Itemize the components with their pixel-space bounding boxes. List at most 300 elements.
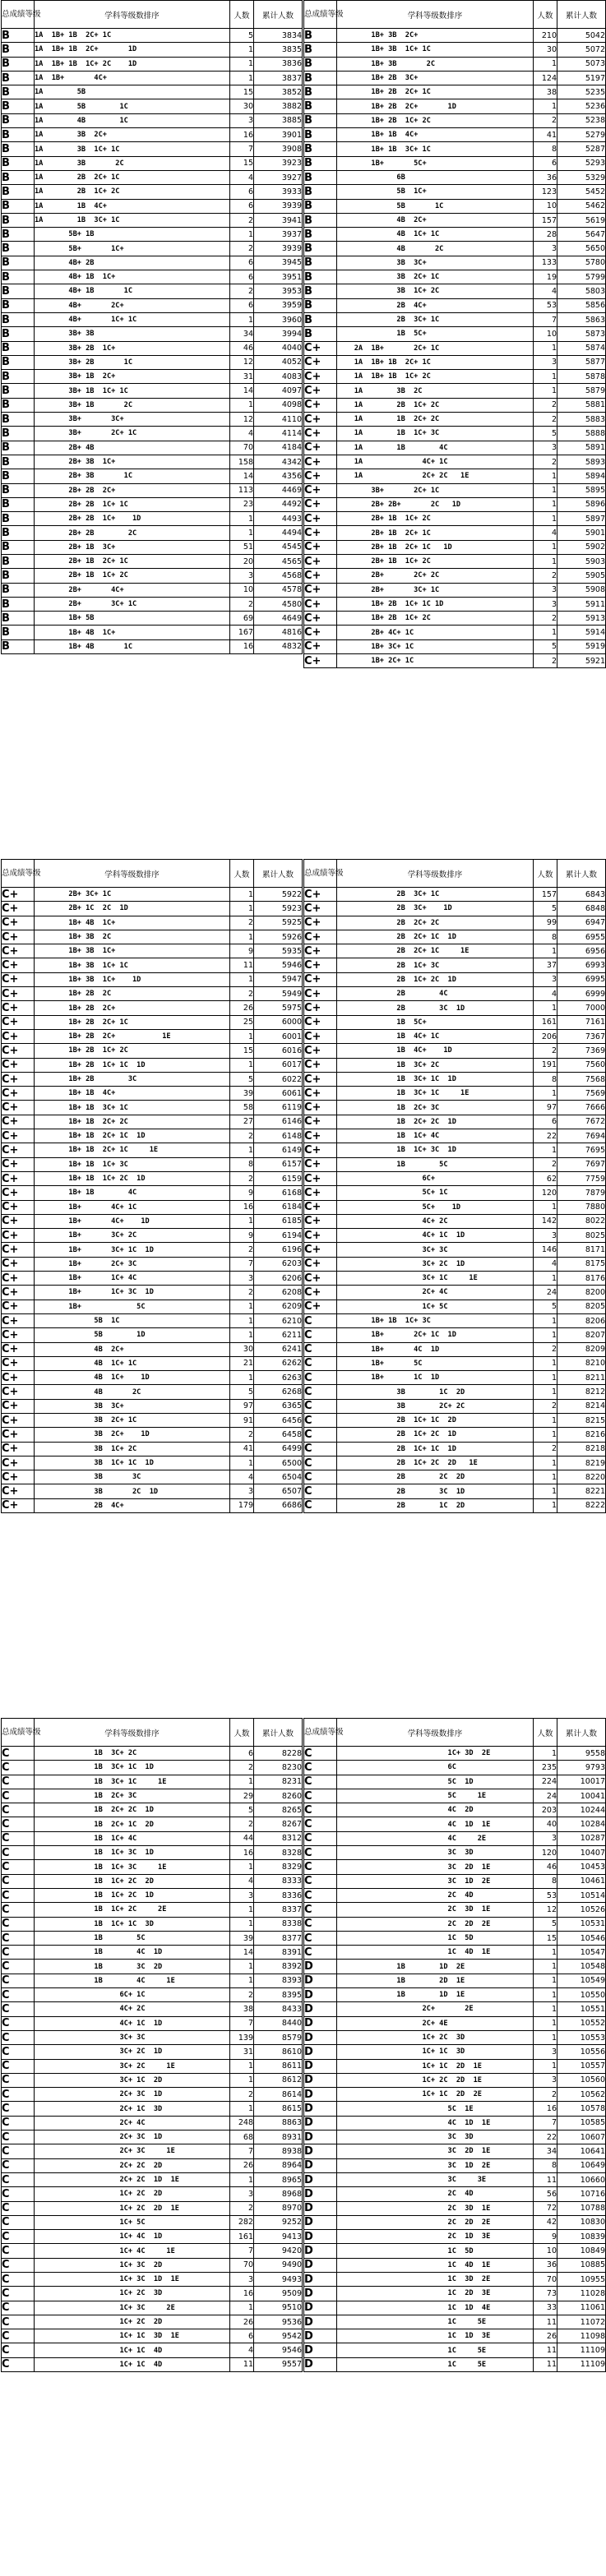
count-cell: 1 bbox=[534, 99, 557, 113]
cumulative-cell: 5908 bbox=[557, 583, 606, 597]
table-row bbox=[304, 2230, 606, 2244]
count-cell: 2 bbox=[534, 1442, 557, 1456]
grade-cell: B bbox=[304, 113, 337, 127]
sequence-cell: 5B 1D bbox=[35, 1328, 230, 1342]
sequence-cell: 1B+ 3B 2C bbox=[337, 57, 534, 71]
cumulative-cell: 5856 bbox=[557, 298, 606, 312]
table-row bbox=[2, 639, 303, 653]
sequence-cell: 6B bbox=[337, 170, 534, 184]
header-grade: 总成绩等级 bbox=[2, 1, 35, 29]
table-row bbox=[304, 1087, 606, 1101]
table-row bbox=[304, 639, 606, 653]
grade-cell: B bbox=[2, 199, 35, 213]
sequence-cell: 3B 3C+ bbox=[35, 1399, 230, 1413]
sequence-cell: 3C+ 3C bbox=[337, 1243, 534, 1257]
cumulative-cell: 5650 bbox=[557, 242, 606, 256]
table-row bbox=[2, 1946, 303, 1960]
count-cell: 6 bbox=[230, 199, 254, 213]
table-row bbox=[2, 2343, 303, 2357]
sequence-cell: 1B+ 1B 4C+ bbox=[35, 1087, 230, 1101]
cumulative-cell: 5922 bbox=[254, 888, 303, 902]
cumulative-cell: 6206 bbox=[254, 1272, 303, 1286]
cumulative-cell: 11109 bbox=[557, 2357, 606, 2371]
cumulative-cell: 5894 bbox=[557, 469, 606, 483]
count-cell: 12 bbox=[230, 355, 254, 369]
sequence-cell: 4C 1D 1E bbox=[337, 2116, 534, 2130]
sequence-cell: 1B+ 2B 2C+ 1D bbox=[337, 99, 534, 113]
cumulative-cell: 5891 bbox=[557, 441, 606, 455]
sequence-cell: 1B+ 3B 1C+ 1C bbox=[337, 43, 534, 57]
sequence-cell: 1C+ 2C 2D bbox=[35, 2187, 230, 2201]
count-cell: 6 bbox=[230, 298, 254, 312]
cumulative-cell: 8312 bbox=[254, 1831, 303, 1845]
cumulative-cell: 5949 bbox=[254, 987, 303, 1001]
table-row bbox=[304, 1029, 606, 1043]
cumulative-cell: 10716 bbox=[557, 2187, 606, 2201]
count-cell: 1 bbox=[230, 2073, 254, 2087]
sequence-cell: 1A 3B 2C bbox=[337, 384, 534, 398]
cumulative-cell: 8207 bbox=[557, 1328, 606, 1342]
sequence-cell: 1C+ 4C 1E bbox=[35, 2244, 230, 2258]
sequence-cell: 1B 4C+ 1D bbox=[337, 1044, 534, 1058]
cumulative-cell: 6194 bbox=[254, 1229, 303, 1243]
grade-cell: C+ bbox=[2, 1015, 35, 1029]
sequence-cell: 2B 1C+ 3C bbox=[337, 958, 534, 972]
table-row bbox=[2, 1143, 303, 1157]
sequence-cell: 3B 3C bbox=[35, 1470, 230, 1484]
grade-cell: C+ bbox=[2, 1272, 35, 1286]
grade-cell: D bbox=[304, 2201, 337, 2215]
count-cell: 30 bbox=[230, 99, 254, 113]
grade-cell: C bbox=[304, 1442, 337, 1456]
grade-cell: C bbox=[2, 1803, 35, 1817]
cumulative-cell: 3941 bbox=[254, 213, 303, 227]
cumulative-cell: 3834 bbox=[254, 29, 303, 43]
count-cell: 3 bbox=[534, 2073, 557, 2087]
grade-cell: C+ bbox=[2, 1087, 35, 1101]
table-row bbox=[304, 427, 606, 441]
cumulative-cell: 8393 bbox=[254, 1974, 303, 1987]
count-cell: 157 bbox=[534, 888, 557, 902]
table-row bbox=[2, 1115, 303, 1129]
count-cell: 38 bbox=[534, 85, 557, 99]
sequence-cell: 3B+ 1B 2C+ bbox=[35, 370, 230, 384]
cumulative-cell: 6956 bbox=[557, 944, 606, 958]
cumulative-cell: 9558 bbox=[557, 1747, 606, 1761]
sequence-cell: 1B 1C+ 3C 1D bbox=[35, 1846, 230, 1860]
grade-cell: C+ bbox=[304, 1058, 337, 1072]
count-cell: 11 bbox=[534, 2357, 557, 2371]
table-row bbox=[2, 256, 303, 270]
count-cell: 2 bbox=[534, 1044, 557, 1058]
count-cell: 31 bbox=[230, 2045, 254, 2059]
sequence-cell: 3B+ 3C+ bbox=[35, 413, 230, 427]
table-row bbox=[2, 2045, 303, 2059]
count-cell: 210 bbox=[534, 29, 557, 43]
grade-cell: D bbox=[304, 2045, 337, 2059]
count-cell: 4 bbox=[230, 170, 254, 184]
cumulative-cell: 4098 bbox=[254, 398, 303, 412]
grade-cell: C bbox=[2, 1903, 35, 1917]
count-cell: 167 bbox=[230, 626, 254, 639]
table-row bbox=[304, 1214, 606, 1228]
table-row bbox=[2, 213, 303, 227]
cumulative-cell: 5878 bbox=[557, 370, 606, 384]
cumulative-cell: 10547 bbox=[557, 1946, 606, 1960]
grade-cell: B bbox=[2, 284, 35, 298]
table-row bbox=[304, 1143, 606, 1157]
grade-cell: C+ bbox=[304, 972, 337, 986]
sequence-cell: 1B+ 1B 2C+ 2C bbox=[35, 1115, 230, 1129]
table-row bbox=[304, 312, 606, 326]
sequence-cell: 4C+ 1C 1D bbox=[35, 2016, 230, 2030]
grade-cell: C+ bbox=[2, 902, 35, 916]
sequence-cell: 1B+ 2B 1C+ 2C bbox=[337, 113, 534, 127]
sequence-cell: 1A 3B 2C+ bbox=[35, 128, 230, 142]
grade-cell: B bbox=[2, 29, 35, 43]
count-cell: 1 bbox=[534, 1001, 557, 1015]
cumulative-cell: 7369 bbox=[557, 1044, 606, 1058]
table-row bbox=[2, 298, 303, 312]
grade-cell: D bbox=[304, 2357, 337, 2371]
table-row bbox=[304, 156, 606, 170]
left-table bbox=[1, 1718, 303, 2372]
grade-cell: C bbox=[2, 2059, 35, 2073]
table-row bbox=[304, 1171, 606, 1185]
count-cell: 20 bbox=[230, 554, 254, 568]
cumulative-cell: 7695 bbox=[557, 1143, 606, 1157]
table-row bbox=[2, 554, 303, 568]
count-cell: 34 bbox=[230, 327, 254, 341]
table-row bbox=[304, 958, 606, 972]
sequence-cell: 3C+ 3C bbox=[35, 2030, 230, 2044]
table-row bbox=[2, 612, 303, 626]
grade-cell: B bbox=[2, 327, 35, 341]
header-count: 人数 bbox=[230, 860, 254, 888]
header-cumulative: 累计人数 bbox=[557, 1719, 606, 1747]
count-cell: 46 bbox=[534, 1860, 557, 1874]
sequence-cell: 3C 3D bbox=[337, 1846, 534, 1860]
grade-cell: C+ bbox=[2, 1001, 35, 1015]
grade-cell: C bbox=[2, 2144, 35, 2158]
header-sequence: 学科等级数排序 bbox=[337, 1719, 534, 1747]
grade-cell: B bbox=[2, 256, 35, 270]
grade-cell: C+ bbox=[304, 398, 337, 412]
cumulative-cell: 10461 bbox=[557, 1874, 606, 1888]
grade-cell: B bbox=[2, 242, 35, 256]
grade-cell: C bbox=[2, 1931, 35, 1945]
grade-cell: C bbox=[2, 2287, 35, 2301]
table-row bbox=[304, 540, 606, 554]
sequence-cell: 2B+ 2C+ 2C bbox=[337, 569, 534, 583]
sequence-cell: 1C+ 1C 3D bbox=[337, 2045, 534, 2059]
sequence-cell: 2C+ 3C 1D bbox=[35, 2131, 230, 2144]
cumulative-cell: 5881 bbox=[557, 398, 606, 412]
grade-cell: D bbox=[304, 1960, 337, 1974]
table-row bbox=[2, 1484, 303, 1498]
grade-cell: C bbox=[2, 1775, 35, 1789]
grade-cell: C+ bbox=[304, 944, 337, 958]
table-row bbox=[304, 270, 606, 284]
count-cell: 1 bbox=[230, 1313, 254, 1327]
sequence-cell: 1B 1C+ 3C 1D bbox=[337, 1143, 534, 1157]
grade-cell: C bbox=[2, 1988, 35, 2002]
count-cell: 7 bbox=[230, 142, 254, 156]
count-cell: 3 bbox=[230, 1272, 254, 1286]
count-cell: 70 bbox=[534, 2272, 557, 2286]
sequence-cell: 1C+ 2C 2D 1E bbox=[35, 2201, 230, 2215]
sequence-cell: 1C 3D 2E bbox=[337, 2272, 534, 2286]
grade-cell: C+ bbox=[2, 1129, 35, 1143]
grade-cell: C+ bbox=[2, 888, 35, 902]
count-cell: 1 bbox=[230, 1029, 254, 1043]
grade-cell: C bbox=[2, 1831, 35, 1845]
sequence-cell: 6C+ 1C bbox=[35, 1988, 230, 2002]
cumulative-cell: 8970 bbox=[254, 2201, 303, 2215]
cumulative-cell: 9490 bbox=[254, 2258, 303, 2272]
table-row bbox=[2, 2158, 303, 2172]
table-row bbox=[304, 99, 606, 113]
sequence-cell: 2B 4C+ bbox=[35, 1498, 230, 1512]
table-row bbox=[304, 654, 606, 668]
count-cell: 113 bbox=[230, 483, 254, 497]
grade-cell: B bbox=[2, 312, 35, 326]
count-cell: 179 bbox=[230, 1498, 254, 1512]
table-row bbox=[2, 1974, 303, 1987]
sequence-cell: 1A 4B 1C bbox=[35, 113, 230, 127]
grade-cell: B bbox=[304, 228, 337, 242]
grade-cell: B bbox=[304, 43, 337, 57]
count-cell: 1 bbox=[230, 2301, 254, 2315]
table-row bbox=[2, 1286, 303, 1300]
count-cell: 1 bbox=[534, 1974, 557, 1987]
table-row bbox=[2, 902, 303, 916]
table-row bbox=[304, 1817, 606, 1831]
count-cell: 4 bbox=[534, 284, 557, 298]
sequence-cell: 1B+ 1C+ 3C 1D bbox=[35, 1286, 230, 1300]
sequence-cell: 3B 2C+ 2C bbox=[337, 1399, 534, 1413]
grade-cell: C+ bbox=[304, 483, 337, 497]
table-row bbox=[2, 2244, 303, 2258]
table-row bbox=[2, 327, 303, 341]
count-cell: 15 bbox=[230, 156, 254, 170]
sequence-cell: 6C bbox=[337, 1761, 534, 1775]
grade-cell: D bbox=[304, 2016, 337, 2030]
grade-cell: C+ bbox=[2, 1442, 35, 1456]
table-row bbox=[2, 156, 303, 170]
count-cell: 282 bbox=[230, 2215, 254, 2229]
table-row bbox=[304, 1001, 606, 1015]
sequence-cell: 3B+ 1B 1C+ 1C bbox=[35, 384, 230, 398]
table-row bbox=[304, 2187, 606, 2201]
count-cell: 1 bbox=[534, 2030, 557, 2044]
sequence-cell: 2C+ 3C 1E bbox=[35, 2144, 230, 2158]
cumulative-cell: 8211 bbox=[557, 1371, 606, 1385]
sequence-cell: 5C+ 1C bbox=[337, 1186, 534, 1200]
cumulative-cell: 6203 bbox=[254, 1257, 303, 1271]
table-body bbox=[304, 29, 606, 668]
table-row bbox=[304, 384, 606, 398]
grade-cell: C bbox=[2, 2030, 35, 2044]
count-cell: 68 bbox=[230, 2131, 254, 2144]
table-row bbox=[304, 1974, 606, 1987]
count-cell: 123 bbox=[534, 185, 557, 199]
right-table bbox=[303, 859, 606, 1513]
cumulative-cell: 10453 bbox=[557, 1860, 606, 1874]
sequence-cell: 2B 1C+ 2C 2D 1E bbox=[337, 1456, 534, 1470]
count-cell: 15 bbox=[230, 85, 254, 99]
table-row bbox=[304, 113, 606, 127]
grade-cell: C bbox=[304, 1399, 337, 1413]
table-row bbox=[2, 569, 303, 583]
cumulative-cell: 5914 bbox=[557, 626, 606, 639]
grade-cell: C bbox=[2, 2329, 35, 2343]
cumulative-cell: 3901 bbox=[254, 128, 303, 142]
count-cell: 1 bbox=[534, 1328, 557, 1342]
sequence-cell: 1A 2B 1C+ 2C bbox=[35, 185, 230, 199]
cumulative-cell: 6955 bbox=[557, 930, 606, 944]
count-cell: 1 bbox=[534, 512, 557, 526]
grade-cell: D bbox=[304, 1974, 337, 1987]
header-cumulative: 累计人数 bbox=[557, 860, 606, 888]
table-row bbox=[304, 483, 606, 497]
table-row bbox=[304, 1456, 606, 1470]
grade-cell: B bbox=[2, 228, 35, 242]
table-row bbox=[2, 1385, 303, 1399]
count-cell: 1 bbox=[230, 526, 254, 540]
cumulative-cell: 9493 bbox=[254, 2272, 303, 2286]
sequence-cell: 1B+ 2B 3C+ bbox=[337, 71, 534, 85]
grade-cell: C+ bbox=[304, 1229, 337, 1243]
table-row bbox=[304, 2073, 606, 2087]
cumulative-cell: 10531 bbox=[557, 1917, 606, 1931]
sequence-cell: 2B+ 4C+ bbox=[35, 583, 230, 597]
count-cell: 62 bbox=[534, 1171, 557, 1185]
sequence-cell: 1C 5E bbox=[337, 2343, 534, 2357]
count-cell: 2 bbox=[230, 1988, 254, 2002]
table-row bbox=[2, 540, 303, 554]
grade-cell: B bbox=[2, 57, 35, 71]
grade-cell: C bbox=[304, 1428, 337, 1442]
cumulative-cell: 7161 bbox=[557, 1015, 606, 1029]
cumulative-cell: 8612 bbox=[254, 2073, 303, 2087]
sequence-cell: 3B+ 2B 1C bbox=[35, 355, 230, 369]
cumulative-cell: 4492 bbox=[254, 497, 303, 511]
table-row bbox=[2, 2258, 303, 2272]
grade-cell: C bbox=[304, 1385, 337, 1399]
count-cell: 26 bbox=[230, 1001, 254, 1015]
header-sequence: 学科等级数排序 bbox=[337, 1, 534, 29]
count-cell: 1 bbox=[534, 1946, 557, 1960]
count-cell: 9 bbox=[230, 1229, 254, 1243]
cumulative-cell: 4578 bbox=[254, 583, 303, 597]
sequence-cell: 3B 1C+ 2C bbox=[337, 284, 534, 298]
sequence-cell: 2C+ 1C 3D bbox=[35, 2102, 230, 2116]
cumulative-cell: 10557 bbox=[557, 2059, 606, 2073]
grade-cell: C+ bbox=[2, 1029, 35, 1043]
sequence-cell: 1B+ 3B 2C bbox=[35, 930, 230, 944]
grade-cell: D bbox=[304, 2030, 337, 2044]
grade-cell: B bbox=[304, 156, 337, 170]
cumulative-cell: 10788 bbox=[557, 2201, 606, 2215]
cumulative-cell: 9546 bbox=[254, 2343, 303, 2357]
table-row bbox=[2, 85, 303, 99]
count-cell: 27 bbox=[230, 1115, 254, 1129]
table-row bbox=[304, 2102, 606, 2116]
grade-cell: D bbox=[304, 2187, 337, 2201]
count-cell: 25 bbox=[230, 1015, 254, 1029]
count-cell: 1 bbox=[230, 1917, 254, 1931]
grade-cell: C bbox=[2, 2230, 35, 2244]
sequence-cell: 2C 3D 1E bbox=[337, 1903, 534, 1917]
grade-cell: C bbox=[2, 2343, 35, 2357]
count-cell: 2 bbox=[230, 597, 254, 611]
grade-cell: D bbox=[304, 2144, 337, 2158]
table-row bbox=[304, 1157, 606, 1171]
grade-cell: C+ bbox=[304, 987, 337, 1001]
sequence-cell: 1A 5B 1C bbox=[35, 99, 230, 113]
cumulative-cell: 5902 bbox=[557, 540, 606, 554]
grade-cell: C+ bbox=[2, 916, 35, 930]
count-cell: 6 bbox=[230, 185, 254, 199]
sequence-cell: 1C 5E bbox=[337, 2315, 534, 2329]
cumulative-cell: 3945 bbox=[254, 256, 303, 270]
grade-cell: C bbox=[304, 1903, 337, 1917]
grade-cell: D bbox=[304, 2131, 337, 2144]
cumulative-cell: 9252 bbox=[254, 2215, 303, 2229]
table-row bbox=[2, 626, 303, 639]
count-cell: 158 bbox=[230, 455, 254, 469]
grade-cell: B bbox=[2, 540, 35, 554]
table-row bbox=[2, 1072, 303, 1086]
cumulative-cell: 9413 bbox=[254, 2230, 303, 2244]
table-row bbox=[304, 1846, 606, 1860]
count-cell: 28 bbox=[534, 228, 557, 242]
sequence-cell: 2B+ 1B 1C+ 2C bbox=[35, 569, 230, 583]
sequence-cell: 1B 5C bbox=[35, 1931, 230, 1945]
cumulative-cell: 6995 bbox=[557, 972, 606, 986]
count-cell: 2 bbox=[534, 2088, 557, 2102]
table-row bbox=[304, 569, 606, 583]
cumulative-cell: 3835 bbox=[254, 43, 303, 57]
count-cell: 1 bbox=[534, 370, 557, 384]
table-row bbox=[2, 370, 303, 384]
grade-cell: B bbox=[304, 71, 337, 85]
grade-cell: C bbox=[304, 1888, 337, 1902]
cumulative-cell: 6209 bbox=[254, 1300, 303, 1313]
table-row bbox=[2, 1001, 303, 1015]
grade-cell: C+ bbox=[304, 1171, 337, 1185]
grade-cell: B bbox=[2, 384, 35, 398]
table-row bbox=[2, 427, 303, 441]
cumulative-cell: 6999 bbox=[557, 987, 606, 1001]
table-row bbox=[2, 1775, 303, 1789]
sequence-cell: 1B+ 3B 1C+ 1C bbox=[35, 958, 230, 972]
count-cell: 19 bbox=[534, 270, 557, 284]
sequence-cell: 3B+ 1B 2C bbox=[35, 398, 230, 412]
grade-cell: C+ bbox=[304, 512, 337, 526]
table-row bbox=[304, 1903, 606, 1917]
header-grade: 总成绩等级 bbox=[304, 1719, 337, 1747]
table-row bbox=[2, 2315, 303, 2329]
table-row bbox=[2, 1817, 303, 1831]
table-row bbox=[2, 1988, 303, 2002]
cumulative-cell: 9509 bbox=[254, 2287, 303, 2301]
cumulative-cell: 8175 bbox=[557, 1257, 606, 1271]
grade-cell: B bbox=[2, 270, 35, 284]
table-row bbox=[304, 1931, 606, 1945]
cumulative-cell: 5893 bbox=[557, 455, 606, 469]
